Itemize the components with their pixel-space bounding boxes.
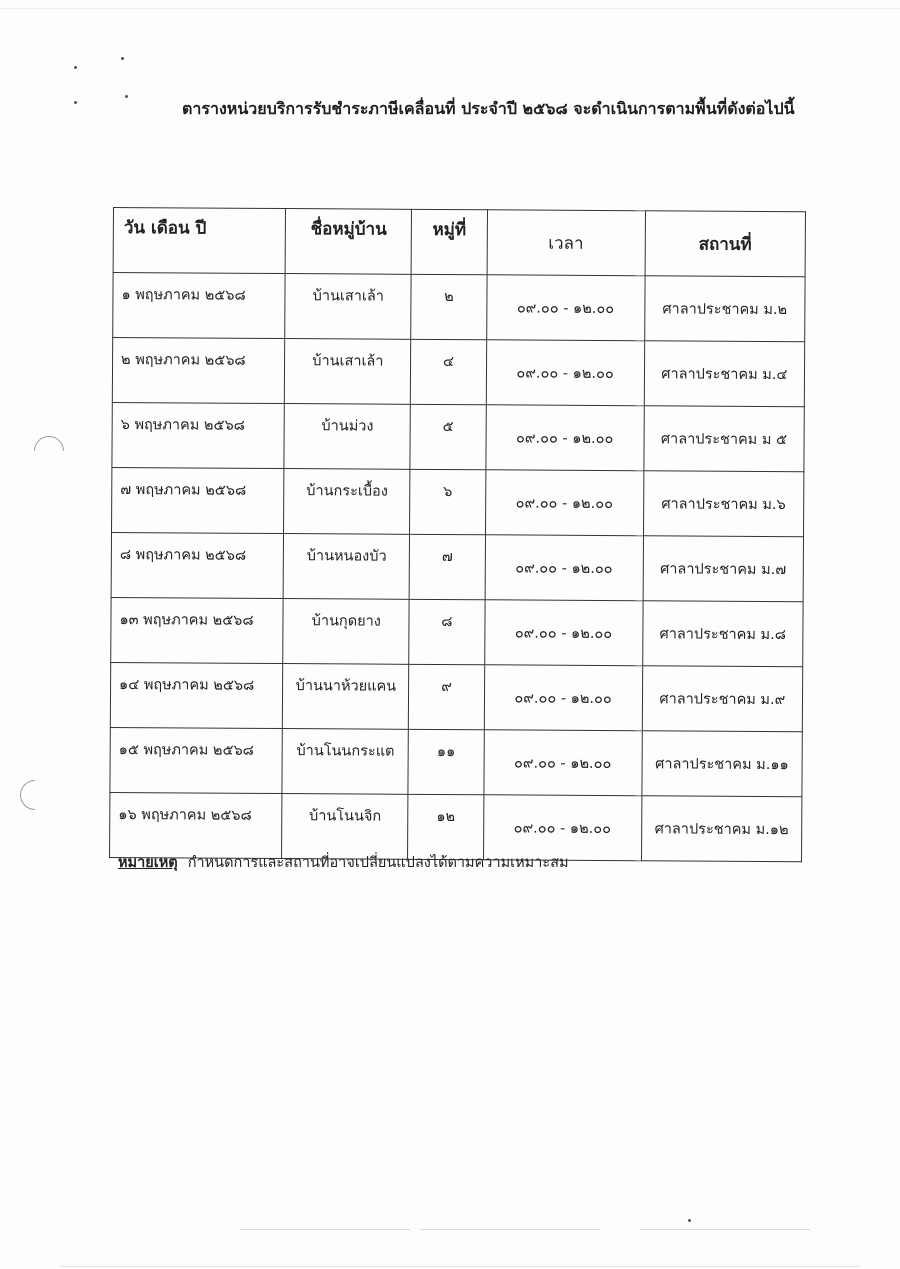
cell-moo: ๙: [409, 664, 484, 729]
cell-moo: ๔: [411, 339, 486, 404]
cell-place: ศาลาประชาคม ม.๒: [644, 276, 805, 342]
cell-village: บ้านโนนกระแต: [282, 729, 409, 795]
cell-time: ๐๙.๐๐ - ๑๒.๐๐: [486, 340, 645, 406]
scan-speck: [121, 57, 124, 60]
table-row: [111, 597, 803, 666]
table-header-row: [113, 208, 805, 277]
cell-place: ศาลาประชาคม ม.๖: [643, 471, 804, 537]
footnote-label: หมายเหตุ: [118, 855, 178, 871]
cell-moo: ๑๑: [408, 729, 483, 794]
cell-place: ศาลาประชาคม ม.๘: [642, 601, 803, 667]
cell-village: บ้านกุดยาง: [283, 599, 410, 665]
cell-village: บ้านกระเบื้อง: [284, 469, 411, 535]
scan-artifact-top: [0, 8, 900, 9]
cell-moo: ๘: [409, 599, 484, 664]
scan-artifact-bottom: [420, 1229, 600, 1230]
cell-place: ศาลาประชาคม ม ๕: [644, 406, 805, 472]
cell-village: บ้านเสาเล้า: [285, 274, 412, 340]
cell-time: ๐๙.๐๐ - ๑๒.๐๐: [484, 665, 643, 731]
footnote-text: กำหนดการและสถานที่อาจเปลี่ยนแปลงได้ตามความเหมาะสม: [187, 855, 569, 871]
cell-place: ศาลาประชาคม ม.๑๑: [642, 731, 803, 797]
table-row: [112, 402, 804, 471]
punch-hole-mark: [20, 780, 50, 810]
table-row: [110, 727, 802, 796]
scan-artifact-bottom: [640, 1229, 810, 1230]
cell-moo: ๑๒: [408, 794, 483, 859]
cell-moo: ๕: [410, 404, 485, 469]
cell-date: ๑ พฤษภาคม ๒๕๖๘: [113, 273, 286, 339]
cell-place: ศาลาประชาคม ม.๔: [644, 341, 805, 407]
document-heading: ตารางหน่วยบริการรับชำระภาษีเคลื่อนที่ ประจำปี ๒๕๖๘ จะดำเนินการตามพื้นที่ดังต่อไปนี้: [182, 99, 795, 118]
column-header-moo: หมู่ที่: [412, 209, 487, 274]
column-header-time: เวลา: [487, 210, 646, 276]
table-row: [113, 273, 805, 342]
cell-time: ๐๙.๐๐ - ๑๒.๐๐: [484, 600, 643, 666]
tax-service-schedule-table: [109, 207, 806, 862]
cell-village: บ้านโนนจิก: [282, 794, 409, 860]
table-row: [111, 532, 803, 601]
cell-village: บ้านม่วง: [284, 404, 411, 470]
scan-artifact-bottom: [240, 1229, 410, 1230]
column-header-village: ชื่อหมู่บ้าน: [285, 209, 412, 275]
footnote: [118, 851, 569, 874]
cell-time: ๐๙.๐๐ - ๑๒.๐๐: [485, 405, 644, 471]
table-row: [110, 662, 802, 731]
scan-speck: [74, 66, 77, 69]
cell-moo: ๗: [410, 534, 485, 599]
cell-date: ๖ พฤษภาคม ๒๕๖๘: [112, 402, 285, 468]
cell-date: ๑๓ พฤษภาคม ๒๕๖๘: [111, 597, 284, 663]
cell-village: บ้านหนองบัว: [283, 534, 410, 600]
cell-date: ๒ พฤษภาคม ๒๕๖๘: [112, 338, 285, 404]
cell-date: ๗ พฤษภาคม ๒๕๖๘: [112, 467, 285, 533]
cell-date: ๘ พฤษภาคม ๒๕๖๘: [111, 532, 284, 598]
cell-time: ๐๙.๐๐ - ๑๒.๐๐: [483, 730, 642, 796]
column-header-date: วัน เดือน ปี: [113, 208, 286, 274]
cell-time: ๐๙.๐๐ - ๑๒.๐๐: [483, 795, 642, 861]
scan-artifact-bottom: [60, 1266, 860, 1267]
cell-time: ๐๙.๐๐ - ๑๒.๐๐: [486, 275, 645, 341]
cell-time: ๐๙.๐๐ - ๑๒.๐๐: [485, 470, 644, 536]
cell-date: ๑๕ พฤษภาคม ๒๕๖๘: [110, 727, 283, 793]
cell-moo: ๖: [410, 469, 485, 534]
cell-place: ศาลาประชาคม ม.๗: [643, 536, 804, 602]
column-header-place: สถานที่: [645, 211, 806, 277]
cell-date: ๑๔ พฤษภาคม ๒๕๖๘: [110, 662, 283, 728]
table-row: [112, 338, 804, 407]
scan-speck: [688, 1219, 691, 1222]
cell-place: ศาลาประชาคม ม.๙: [642, 666, 803, 732]
cell-moo: ๒: [411, 274, 486, 339]
cell-village: บ้านนาห้วยแคน: [283, 664, 410, 730]
cell-time: ๐๙.๐๐ - ๑๒.๐๐: [485, 535, 644, 601]
table-row: [112, 467, 804, 536]
cell-village: บ้านเสาเล้า: [285, 339, 412, 405]
cell-place: ศาลาประชาคม ม.๑๒: [641, 796, 802, 862]
punch-hole-mark: [34, 436, 64, 466]
scan-speck: [74, 101, 77, 104]
cell-date: ๑๖ พฤษภาคม ๒๕๖๘: [110, 792, 283, 858]
